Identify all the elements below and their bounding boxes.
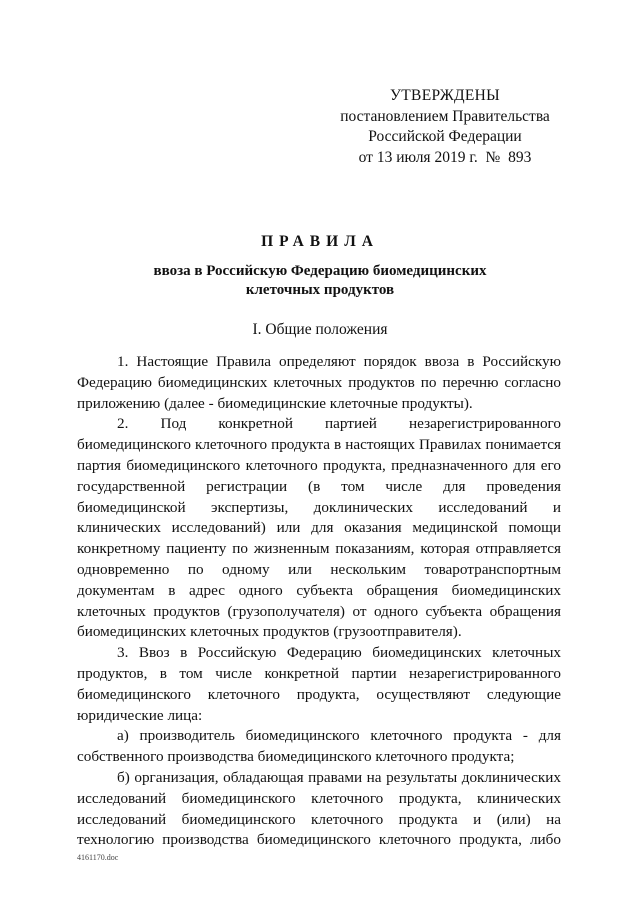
paragraph-3b: б) организация, обладающая правами на результаты доклинических исследований биомедицинского клеточного продукта, клинических исследований биомедицинского клеточного продукта и (или) на технологию производства биомедицинского клеточного продукта, либо (77, 768, 561, 849)
subtitle-line-2: клеточных продуктов (245, 282, 395, 298)
approval-stamp (330, 86, 560, 168)
paragraph-2: 2. Под конкретной партией незарегистрированного биомедицинского клеточного продукта в настоящих Правилах понимается партия биомедицинского клеточного продукта, предназначенного для его государственной регистрации (в том числе для проведения биомедицинской экспертизы, доклинических исследований и клинических исследований) или для оказания медицинской помощи конкретному пациенту по жизненным показаниям, которая отправляется одновременно по одному или нескольким товаротранспортным документам в адрес одного субъекта обращения биомедицинских клеточных продуктов (грузополучателя) от одного субъекта обращения биомедицинских клеточных продуктов (грузоотправителя). (77, 415, 561, 641)
approval-decree: постановлением Правительства (340, 107, 550, 125)
document-body (77, 352, 561, 851)
approval-government: Российской Федерации (368, 128, 522, 145)
paragraph-1: 1. Настоящие Правила определяют порядок ввоза в Российскую Федерацию биомедицинских клеточных продуктов по перечню согласно приложению (далее - биомедицинские клеточные продукты). (77, 353, 561, 412)
subtitle-line-1: ввоза в Российскую Федерацию биомедицинских (153, 263, 487, 279)
paragraph-3a: а) производитель биомедицинского клеточного продукта - для собственного производства биомедицинского клеточного продукта; (77, 727, 561, 766)
document-title: ПРАВИЛА (261, 233, 379, 250)
approval-title: УТВЕРЖДЕНЫ (390, 87, 500, 104)
paragraph-3: 3. Ввоз в Российскую Федерацию биомедицинских клеточных продуктов, в том числе конкретной партии незарегистрированного биомедицинского клеточного продукта, осуществляют следующие юридические лица: (77, 644, 561, 724)
section-heading: I. Общие положения (252, 321, 388, 338)
approval-date-number: от 13 июля 2019 г. № 893 (358, 148, 532, 166)
file-name-footer: 4161170.doc (77, 853, 119, 862)
document-subtitle (100, 262, 540, 300)
